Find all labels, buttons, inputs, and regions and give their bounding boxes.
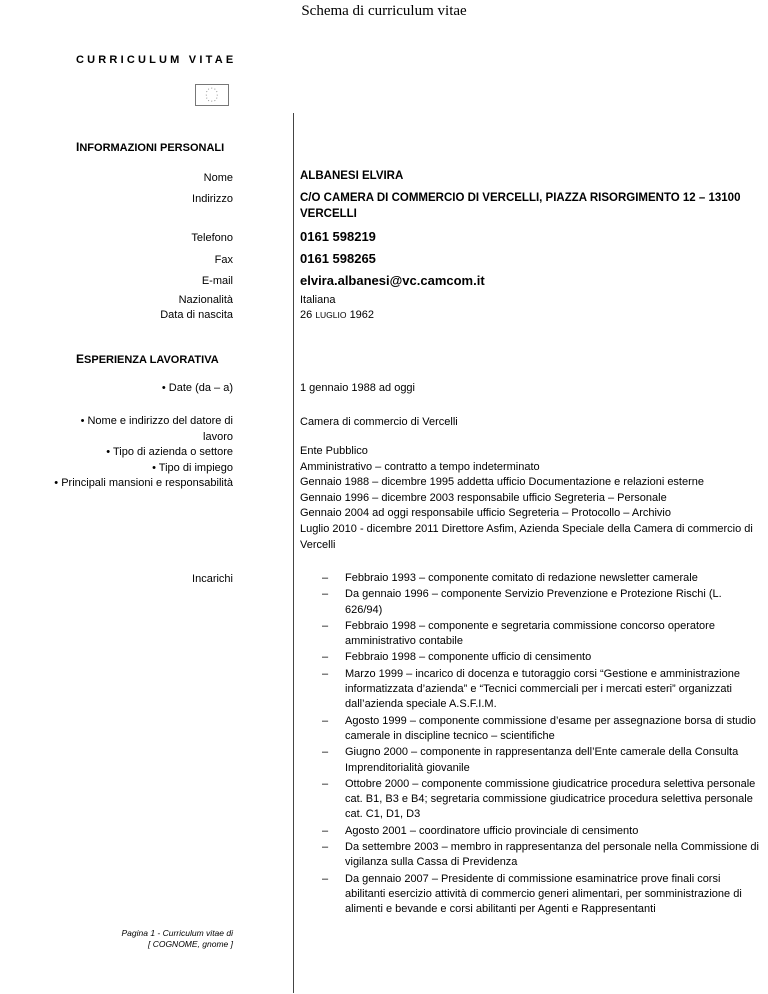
employer-label: • Nome e indirizzo del datore di lavoro: [80, 415, 233, 443]
address-value-line2: VERCELLI: [300, 208, 357, 220]
fax-value: 0161 598265: [300, 251, 376, 266]
experience-details: [300, 444, 753, 553]
duties-label: • Principali mansioni e responsabilità: [54, 477, 233, 489]
assignments-label: Incarichi: [192, 573, 233, 585]
sector-label: • Tipo di azienda o settore: [106, 446, 233, 458]
svg-text:*: *: [211, 86, 213, 91]
employer-value: Camera di commercio di Vercelli: [300, 416, 458, 428]
detail-line: Amministrativo – contratto a tempo indeterminato: [300, 460, 540, 473]
email-value[interactable]: elvira.albanesi@vc.camcom.it: [300, 273, 485, 288]
list-item: – Marzo 1999 – incarico di docenza e tutoraggio corsi “Gestione e amministrazione informatizzata d’azienda” e “Tecnici commerciali per i mercati esteri” organizzati dall’azienda speciale A.S.F.I.M.: [322, 667, 740, 711]
detail-line: Gennaio 1988 – dicembre 1995 addetta ufficio Documentazione e relazioni esterne: [300, 476, 705, 489]
list-item: – Febbraio 1993 – componente comitato di redazione newsletter camerale: [322, 572, 698, 584]
address-value-line1: C/O CAMERA DI COMMERCIO DI VERCELLI, PIAZZA RISORGIMENTO 12 – 13100: [300, 192, 741, 204]
svg-text:*: *: [206, 96, 208, 101]
assignments-list: [300, 571, 760, 919]
employment-type-label: • Tipo di impiego: [152, 461, 233, 474]
address-label: Indirizzo: [192, 193, 233, 205]
phone-value: 0161 598219: [300, 229, 376, 244]
list-item: – Agosto 2001 – coordinatore ufficio provinciale di censimento: [322, 824, 639, 837]
svg-text:*: *: [206, 90, 208, 95]
phone-label: Telefono: [191, 232, 233, 244]
list-item: – Da gennaio 1996 – componente Servizio Prevenzione e Protezione Rischi (L. 626/94): [322, 588, 722, 616]
detail-line: Vercelli: [300, 538, 336, 551]
column-divider: [293, 113, 294, 993]
svg-text:*: *: [211, 99, 213, 104]
page-header: Schema di curriculum vitae: [301, 3, 467, 19]
svg-text:*: *: [216, 96, 218, 101]
list-item: – Ottobre 2000 – componente commissione giudicatrice procedura selettiva personale cat. B1, B3 e B4; segretaria commissione giudicatrice procedura selettiva personale cat. C1, D1, D3: [322, 777, 756, 821]
nationality-label: Nazionalità: [178, 294, 233, 306]
fax-label: Fax: [214, 254, 233, 266]
list-item: – Da gennaio 2007 – Presidente di commissione esaminatrice prove finali corsi abilitanti esercizio attività di commercio generi alimentari, per somministrazione di alimenti e bevande e corsi abilitanti per Agenti e Rappresentanti: [322, 872, 742, 916]
job-field-labels: [33, 445, 233, 492]
svg-text:*: *: [216, 93, 218, 98]
detail-line: Ente Pubblico: [300, 445, 368, 457]
list-item: – Febbraio 1998 – componente ufficio di censimento: [322, 651, 592, 664]
eu-stars-icon: [196, 85, 228, 105]
detail-line: Gennaio 1996 – dicembre 2003 responsabile ufficio Segreteria – Personale: [300, 491, 667, 504]
svg-text:*: *: [205, 93, 207, 98]
list-item: – Agosto 1999 – componente commissione d’esame per assegnazione borsa di studio camerale in discipline tecnico – scientifiche: [322, 714, 756, 742]
dates-value: 1 gennaio 1988 ad oggi: [300, 382, 415, 394]
nationality-value: Italiana: [300, 294, 336, 306]
dates-label: • Date (da – a): [161, 382, 233, 394]
list-item: – Giugno 2000 – componente in rappresentanza dell’Ente camerale della Consulta Imprenditorialità giovanile: [322, 746, 739, 774]
svg-text:*: *: [216, 90, 218, 95]
eu-flag-icon: [195, 84, 229, 106]
email-label: E-mail: [201, 275, 233, 287]
svg-text:*: *: [214, 98, 216, 103]
name-value: ALBANESI ELVIRA: [300, 170, 404, 182]
birth-date-label: Data di nascita: [160, 309, 233, 321]
footer-line1: Pagina 1 - Curriculum vitae di: [121, 928, 233, 938]
section-title-experience: ESPERIENZA LAVORATIVA: [76, 352, 219, 366]
svg-text:*: *: [207, 87, 210, 92]
detail-line: Gennaio 2004 ad oggi responsabile ufficio Segreteria – Protocollo – Archivio: [300, 507, 671, 520]
detail-line: Luglio 2010 - dicembre 2011 Direttore Asfim, Azienda Speciale della Camera di commercio di: [300, 522, 753, 535]
birth-date-value: 26 LUGLIO 1962: [300, 309, 375, 321]
cv-title: CURRICULUM VITAE: [76, 54, 237, 66]
list-item: – Da settembre 2003 – membro in rappresentanza del personale nella Commissione di vigilanza sulla Cassa di Previdenza: [322, 841, 759, 869]
svg-text:*: *: [207, 98, 210, 103]
section-title-personal: INFORMAZIONI PERSONALI: [76, 140, 225, 154]
list-item: – Febbraio 1998 – componente e segretaria commissione concorso operatore amministrativo contabile: [322, 619, 715, 648]
svg-text:*: *: [214, 87, 216, 92]
footer-line2: [ COGNOME, gnome ]: [147, 939, 233, 949]
name-label: Nome: [203, 172, 233, 184]
page-footer: [80, 928, 233, 950]
